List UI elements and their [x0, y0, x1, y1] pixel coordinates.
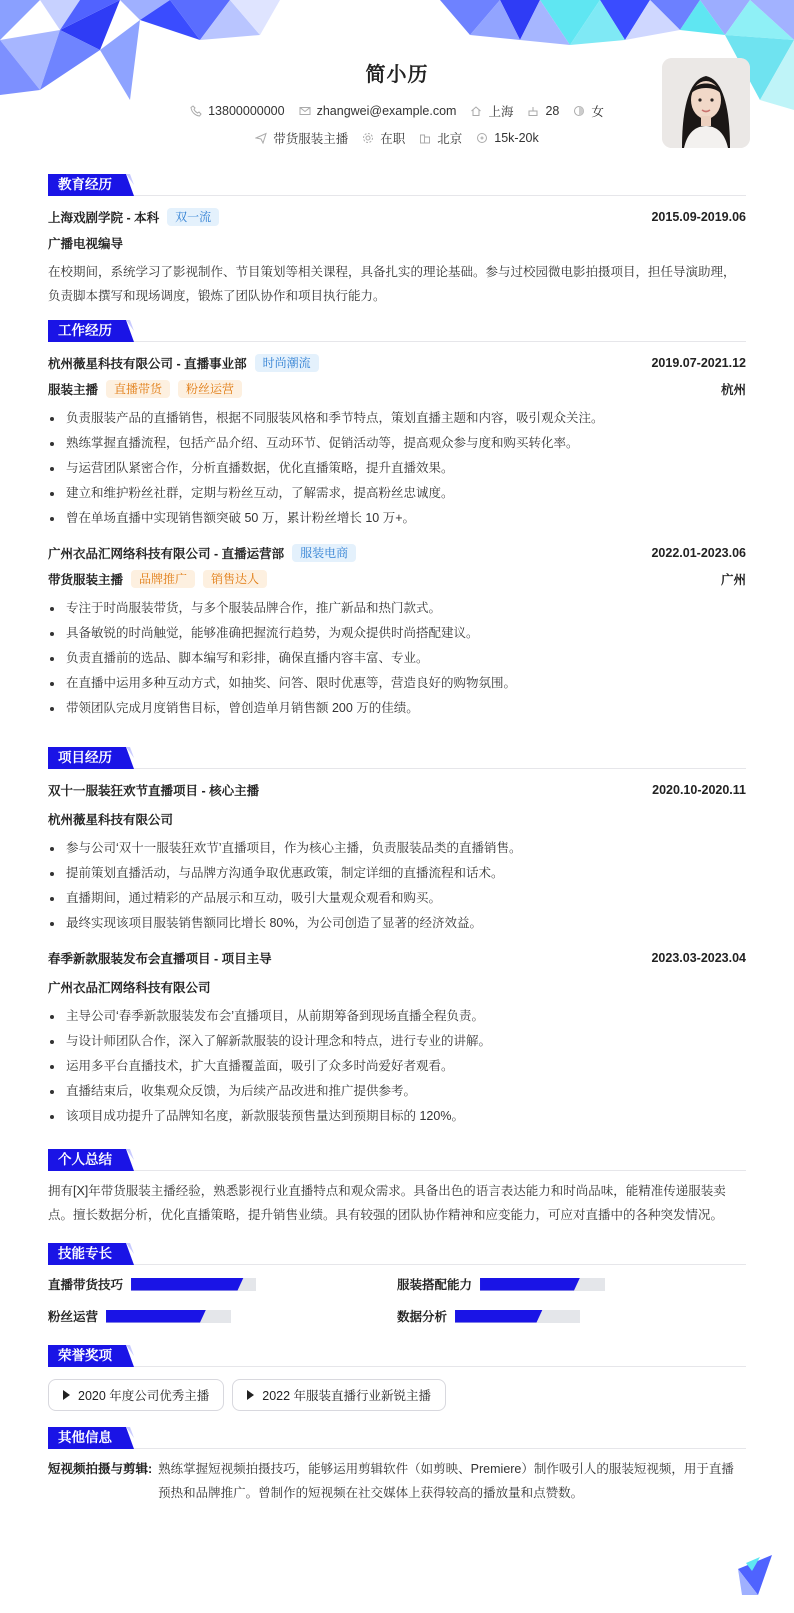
list-item: 与运营团队紧密合作，分析直播数据，优化直播策略，提升直播效果。: [48, 456, 746, 481]
work-section-title: 工作经历: [48, 320, 122, 342]
gender-icon: [573, 105, 585, 117]
work-date: 2022.01-2023.06: [651, 546, 746, 560]
awards-section-header: [48, 1345, 746, 1367]
work-header-row: [48, 540, 746, 566]
company-tag: 服装电商: [292, 544, 356, 562]
awards-section-title: 荣誉奖项: [48, 1345, 122, 1367]
phone-icon: [190, 105, 202, 117]
role-tag: 销售达人: [203, 570, 267, 588]
project-header-row: [48, 777, 746, 803]
other-section-header: [48, 1427, 746, 1449]
project-name: 双十一服装狂欢节直播项目 - 核心主播: [48, 784, 260, 798]
summary-text: 拥有[X]年带货服装主播经验，熟悉影视行业直播特点和观众需求。具备出色的语言表达能力和时尚品味，能精准传递服装卖点。擅长数据分析，优化直播策略，提升销售业绩。具有较强的团队协作精神和应变能力，可应对直播中的各种突发情况。: [48, 1184, 726, 1222]
list-item: 提前策划直播活动，与品牌方沟通争取优惠政策，制定详细的直播流程和话术。: [48, 861, 746, 886]
project-entry: [48, 945, 746, 1129]
skill-item: [48, 1307, 397, 1325]
work-bullets: [48, 406, 746, 531]
projects-section-title: 项目经历: [48, 747, 122, 769]
skills-section: [48, 1243, 746, 1325]
school-tag: 双一流: [167, 208, 219, 226]
list-item: 与设计师团队合作，深入了解新款服装的设计理念和特点，进行专业的讲解。: [48, 1029, 746, 1054]
email-info: [299, 104, 457, 118]
work-location: 广州: [720, 573, 746, 587]
list-item: 负责直播前的选品、脚本编写和彩排，确保直播内容丰富、专业。: [48, 646, 746, 671]
skill-level-bar: [480, 1278, 605, 1291]
skills-section-header: [48, 1243, 746, 1265]
avatar-photo: [662, 58, 750, 148]
skill-level-bar: [455, 1310, 580, 1323]
gender-text: 女: [591, 105, 604, 119]
other-section-title: 其他信息: [48, 1427, 122, 1449]
role-tag: 直播带货: [106, 380, 170, 398]
school-name: 上海戏剧学院 - 本科: [48, 211, 160, 225]
work-bullets: [48, 596, 746, 721]
project-company-row: [48, 806, 746, 832]
list-item: 最终实现该项目服装销售额同比增长 80%，为公司创造了显著的经济效益。: [48, 911, 746, 936]
age-text: 28: [545, 104, 560, 118]
other-info-item: [48, 1457, 746, 1505]
list-item: 带领团队完成月度销售目标，曾创造单月销售额 200 万的佳绩。: [48, 696, 746, 721]
work-role-row: [48, 566, 746, 592]
list-item: 熟练掌握直播流程，包括产品介绍、互动环节、促销活动等，提高观众参与度和购买转化率。: [48, 431, 746, 456]
list-item: 主导公司‘春季新款服装发布会’直播项目，从前期筹备到现场直播全程负责。: [48, 1004, 746, 1029]
summary-section: [48, 1149, 746, 1227]
list-item: 参与公司‘双十一服装狂欢节’直播项目，作为核心主播，负责服装品类的直播销售。: [48, 836, 746, 861]
skill-item: [397, 1307, 746, 1325]
job-role: 带货服装主播: [48, 573, 124, 587]
award-text: 2020 年度公司优秀主播: [78, 1389, 210, 1403]
other-section: [48, 1427, 746, 1505]
send-icon: [255, 132, 267, 144]
play-triangle-icon: [247, 1390, 254, 1400]
summary-section-header: [48, 1149, 746, 1171]
project-bullets: [48, 836, 746, 936]
projects-section-header: [48, 747, 746, 769]
project-bullets: [48, 1004, 746, 1129]
other-info-content: 熟练掌握短视频拍摄技巧，能够运用剪辑软件（如剪映、Premiere）制作吸引人的服装短视频，用于直播预热和品牌推广。曾制作的短视频在社交媒体上获得较高的播放量和点赞数。: [158, 1462, 734, 1500]
education-section-title: 教育经历: [48, 174, 122, 196]
email-text: zhangwei@example.com: [316, 104, 457, 118]
skills-section-title: 技能专长: [48, 1243, 122, 1265]
gear-icon: [362, 132, 374, 144]
skill-name: 直播带货技巧: [48, 1278, 124, 1292]
skill-name: 服装搭配能力: [397, 1278, 473, 1292]
target-city-info: [419, 129, 462, 147]
work-location: 杭州: [720, 383, 746, 397]
education-section-header: [48, 174, 746, 196]
project-name: 春季新款服装发布会直播项目 - 项目主导: [48, 952, 272, 966]
list-item: 建立和维护粉丝社群，定期与粉丝互动，了解需求，提高粉丝忠诚度。: [48, 481, 746, 506]
company-name: 杭州薇星科技有限公司 - 直播事业部: [48, 357, 247, 371]
work-role-row: [48, 376, 746, 402]
mail-icon: [299, 105, 311, 117]
coin-icon: [476, 132, 488, 144]
summary-section-title: 个人总结: [48, 1149, 122, 1171]
contact-info-row: [48, 102, 746, 120]
role-tag: 品牌推广: [131, 570, 195, 588]
building-icon: [419, 132, 431, 144]
position-info: [255, 129, 348, 147]
list-item: 该项目成功提升了品牌知名度，新款服装预售量达到预期目标的 120%。: [48, 1104, 746, 1129]
skill-name: 粉丝运营: [48, 1310, 99, 1324]
list-item: 负责服装产品的直播销售，根据不同服装风格和季节特点，策划直播主题和内容，吸引观众关注。: [48, 406, 746, 431]
award-text: 2022 年服装直播行业新锐主播: [262, 1389, 432, 1403]
project-company-row: [48, 974, 746, 1000]
work-section: [48, 320, 746, 721]
company-name: 广州衣品汇网络科技有限公司 - 直播运营部: [48, 547, 285, 561]
skill-level-bar: [131, 1278, 256, 1291]
awards-section: [48, 1345, 746, 1411]
phone-text: 13800000000: [208, 104, 285, 118]
list-item: 在直播中运用多种互动方式，如抽奖、问答、限时优惠等，营造良好的购物氛围。: [48, 671, 746, 696]
project-header-row: [48, 945, 746, 971]
status-info: [362, 129, 405, 147]
project-date: 2020.10-2020.11: [652, 783, 746, 797]
education-major-row: [48, 230, 746, 256]
education-section: [48, 174, 746, 308]
skill-item: [48, 1275, 397, 1293]
age-info: [527, 104, 559, 118]
skills-grid: [48, 1273, 746, 1325]
salary-text: 15k-20k: [494, 131, 539, 145]
other-info-label: 短视频拍摄与剪辑:: [48, 1462, 153, 1476]
major-name: 广播电视编导: [48, 237, 124, 251]
work-entry: [48, 350, 746, 531]
list-item: 曾在单场直播中实现销售额突破 50 万，累计粉丝增长 10 万+。: [48, 506, 746, 531]
work-section-header: [48, 320, 746, 342]
city-info: [470, 102, 513, 120]
work-date: 2019.07-2021.12: [651, 356, 746, 370]
position-text: 带货服装主播: [273, 132, 349, 146]
play-triangle-icon: [63, 1390, 70, 1400]
cake-icon: [527, 105, 539, 117]
project-company: 广州衣品汇网络科技有限公司: [48, 981, 211, 995]
list-item: 直播结束后，收集观众反馈，为后续产品改进和推广提供参考。: [48, 1079, 746, 1104]
project-entry: [48, 777, 746, 936]
work-header-row: [48, 350, 746, 376]
company-tag: 时尚潮流: [255, 354, 319, 372]
job-role: 服装主播: [48, 383, 99, 397]
list-item: 运用多平台直播技术，扩大直播覆盖面，吸引了众多时尚爱好者观看。: [48, 1054, 746, 1079]
candidate-name: 简小历: [365, 64, 429, 86]
list-item: 专注于时尚服装带货，与多个服装品牌合作，推广新品和热门款式。: [48, 596, 746, 621]
project-date: 2023.03-2023.04: [651, 951, 746, 965]
award-item: [48, 1379, 224, 1411]
target-city-text: 北京: [437, 132, 463, 146]
role-tag: 粉丝运营: [178, 380, 242, 398]
resume-header: [48, 0, 746, 190]
salary-info: [476, 131, 538, 145]
status-text: 在职: [380, 132, 406, 146]
skill-level-bar: [106, 1310, 231, 1323]
awards-list: [48, 1375, 746, 1411]
home-icon: [470, 105, 482, 117]
projects-section: [48, 747, 746, 1129]
gender-info: [573, 102, 604, 120]
education-header-row: [48, 204, 746, 230]
skill-name: 数据分析: [397, 1310, 448, 1324]
education-date: 2015.09-2019.06: [651, 210, 746, 224]
project-company: 杭州薇星科技有限公司: [48, 813, 174, 827]
list-item: 直播期间，通过精彩的产品展示和互动，吸引大量观众观看和购买。: [48, 886, 746, 911]
list-item: 具备敏锐的时尚触觉，能够准确把握流行趋势，为观众提供时尚搭配建议。: [48, 621, 746, 646]
phone-info: [190, 104, 284, 118]
city-text: 上海: [488, 105, 514, 119]
award-item: [232, 1379, 446, 1411]
job-info-row: [48, 129, 746, 147]
corner-triangle-decoration: [738, 1555, 772, 1595]
education-description: 在校期间，系统学习了影视制作、节目策划等相关课程，具备扎实的理论基础。参与过校园微电影拍摄项目，担任导演助理，负责脚本撰写和现场调度，锻炼了团队协作和项目执行能力。: [48, 265, 736, 303]
skill-item: [397, 1275, 746, 1293]
work-entry: [48, 540, 746, 721]
